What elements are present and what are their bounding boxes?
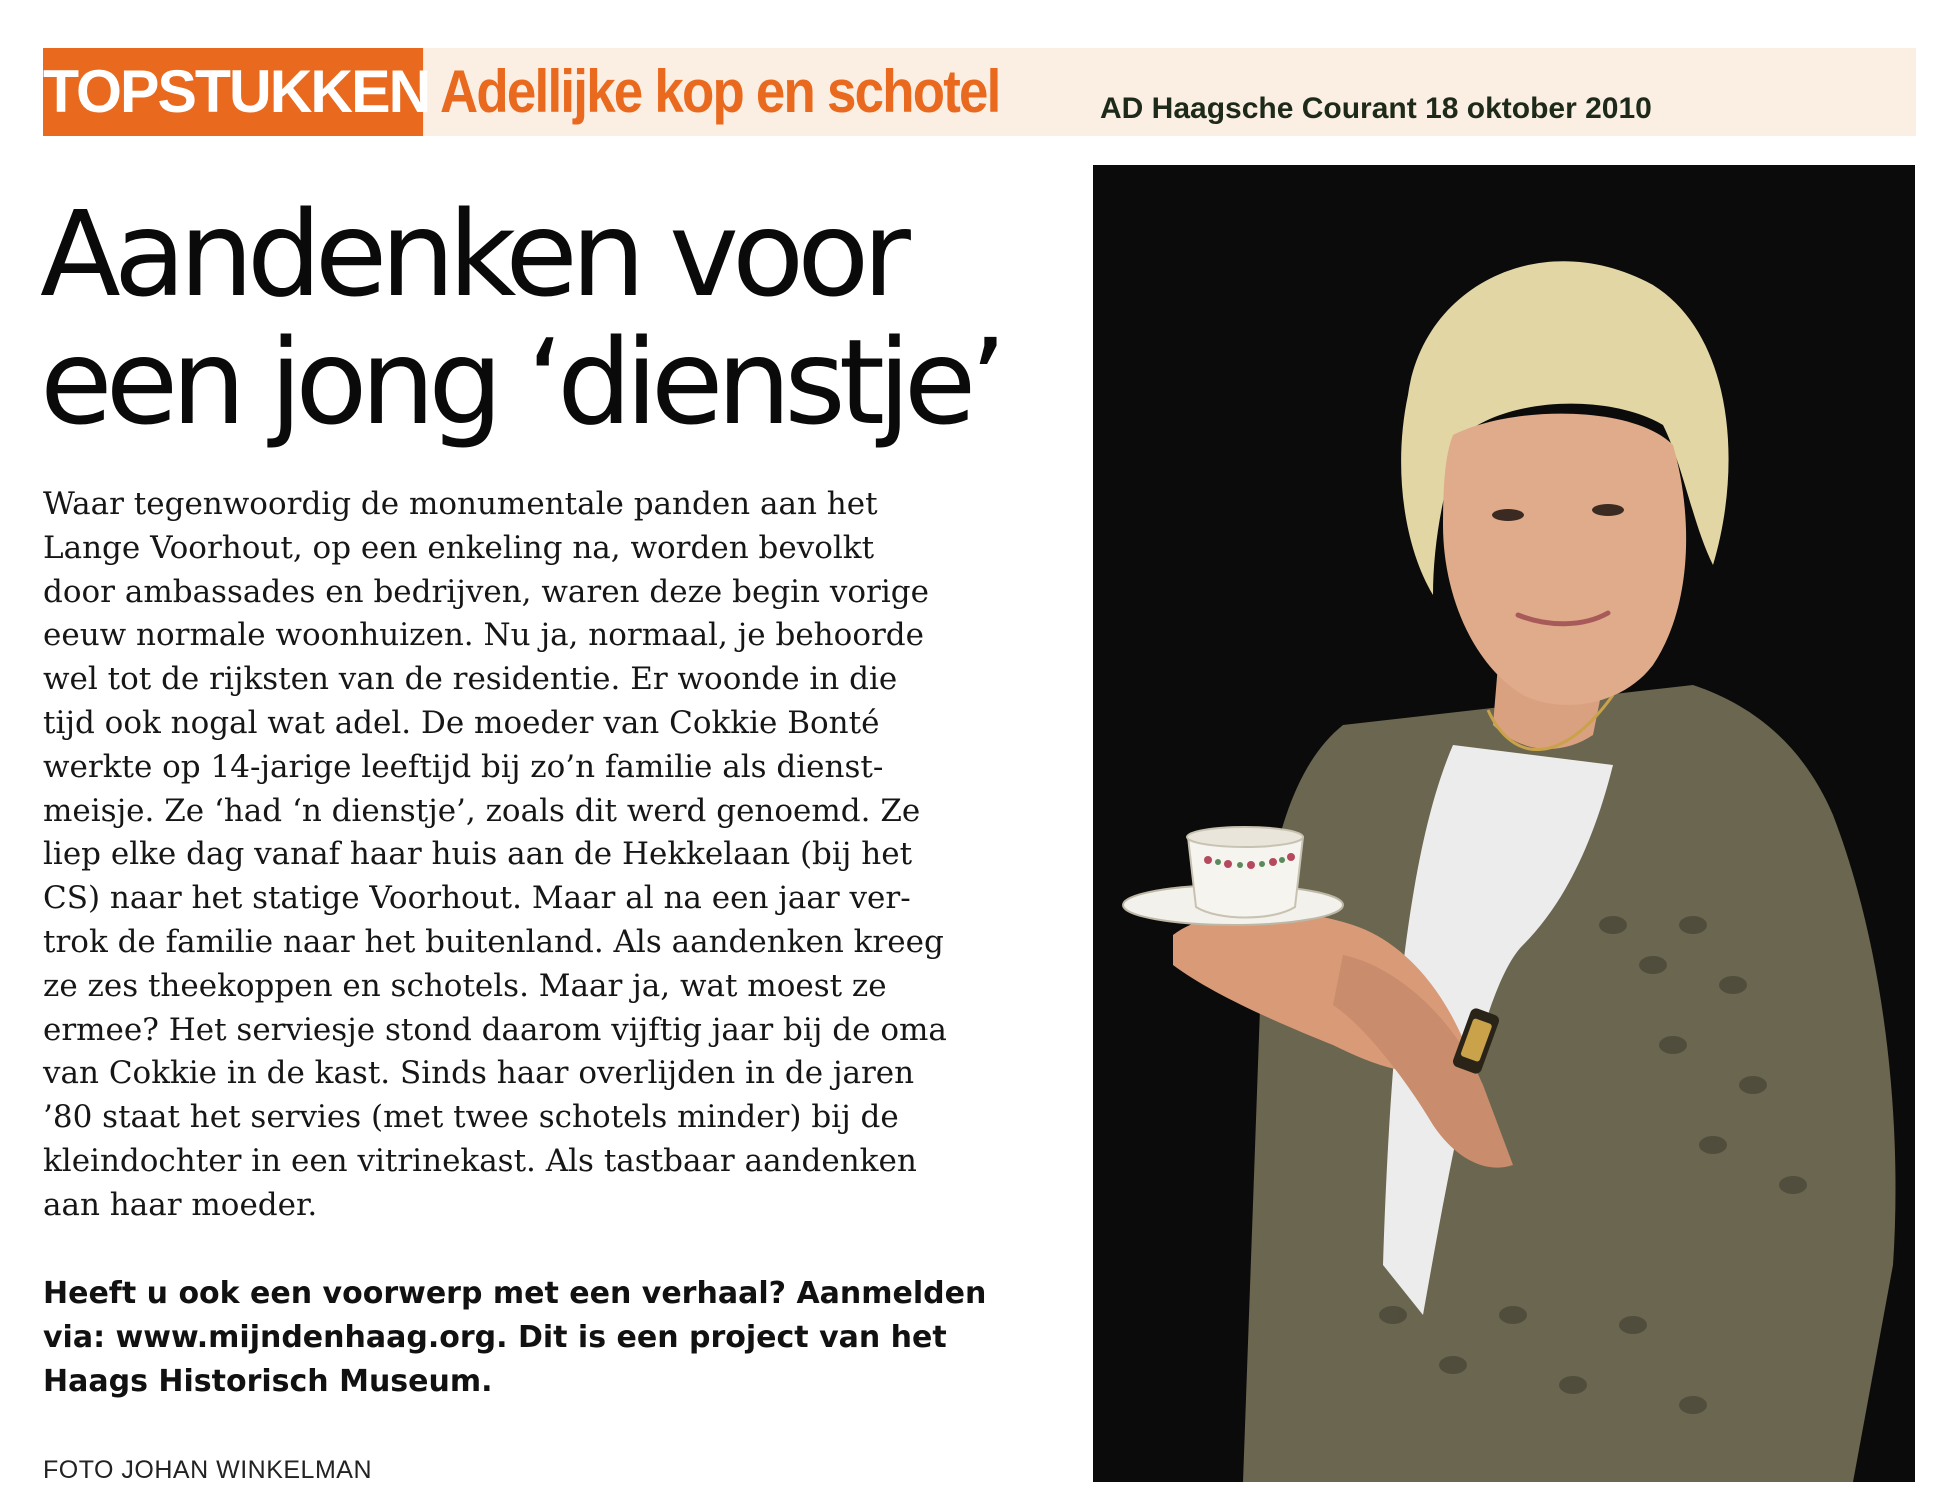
body-line: werkte op 14-jarige leeftijd bij zo’n familie als dienst- (43, 748, 884, 785)
callout-line: Haags Historisch Museum. (43, 1364, 493, 1399)
headline-line: een jong ‘dienstje’ (40, 313, 1000, 451)
photo-credit: FOTO JOHAN WINKELMAN (43, 1456, 373, 1484)
body-line: wel tot de rijksten van de residentie. Er woonde in die (43, 661, 898, 698)
portrait-illustration (1093, 165, 1915, 1482)
body-line: CS) naar het statige Voorhout. Maar al na een jaar ver- (43, 880, 911, 917)
body-line: door ambassades en bedrijven, waren deze begin vorige (43, 573, 929, 610)
section-title: Adellijke kop en schotel (440, 58, 1000, 125)
body-line: kleindochter in een vitrinekast. Als tastbaar aandenken (43, 1142, 917, 1179)
portrait-photo (1093, 165, 1915, 1482)
source-line: AD Haagsche Courant 18 oktober 2010 (1100, 92, 1652, 125)
body-line: van Cokkie in de kast. Sinds haar overlijden in de jaren (43, 1055, 915, 1092)
body-line: aan haar moeder. (43, 1186, 318, 1223)
headline-line: Aandenken voor (40, 185, 904, 323)
body-line: tijd ook nogal wat adel. De moeder van Cokkie Bonté (43, 704, 880, 741)
article-body (43, 483, 1033, 1228)
body-line: trok de familie naar het buitenland. Als aandenken kreeg (43, 923, 944, 960)
body-line: ze zes theekoppen en schotels. Maar ja, wat moest ze (43, 967, 887, 1004)
section-tag: TOPSTUKKEN (43, 48, 423, 136)
callout-line: via: www.mijndenhaag.org. Dit is een project van het (43, 1320, 947, 1355)
callout (43, 1272, 1033, 1404)
body-line: eeuw normale woonhuizen. Nu ja, normaal, je behoorde (43, 617, 924, 654)
body-line: Waar tegenwoordig de monumentale panden aan het (43, 486, 878, 522)
body-line: ermee? Het serviesje stond daarom vijftig jaar bij de oma (43, 1011, 947, 1048)
callout-line: Heeft u ook een voorwerp met een verhaal? Aanmelden (43, 1276, 987, 1311)
body-line: liep elke dag vanaf haar huis aan de Hekkelaan (bij het (43, 836, 913, 873)
headline (40, 185, 1050, 451)
body-line: meisje. Ze ‘had ‘n dienstje’, zoals dit werd genoemd. Ze (43, 792, 921, 829)
body-line: Lange Voorhout, op een enkeling na, worden bevolkt (43, 529, 875, 566)
body-line: ’80 staat het servies (met twee schotels minder) bij de (43, 1099, 899, 1136)
